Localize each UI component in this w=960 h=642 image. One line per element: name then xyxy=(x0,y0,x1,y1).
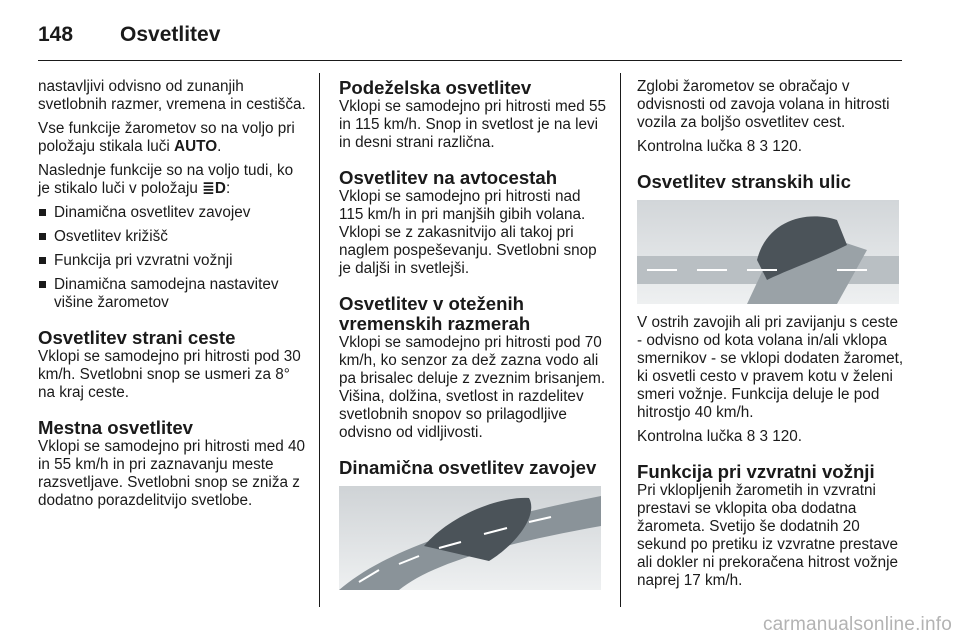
paragraph: Vklopi se samodejno pri hitrosti med 40 in 55 km/h in pri zaznavanju meste razsvetljave. Svetlobni snop se zniža z dodatno porazdelitvijo svetlobe. xyxy=(38,438,305,509)
paragraph: V ostrih zavojih ali pri zavijanju s ceste - odvisno od kota volana in/ali vklopa smernikov - se vklopi dodaten žaromet, ki osvetli cesto v pravem kotu v želeni smeri vožnje. Funkcija deluje le pod hitrostjo 40 km/h. xyxy=(637,314,904,421)
page-number: 148 xyxy=(38,23,74,46)
paragraph: Kontrolna lučka 8 3 120. xyxy=(637,428,803,445)
light-switch-symbol-icon: ≣D xyxy=(202,180,226,197)
paragraph: Naslednje funkcije so na voljo tudi, ko je stikalo luči v položaju ≣D: xyxy=(38,162,294,197)
paragraph: nastavljivi odvisno od zunanjih svetlobnih razmer, vremena in cestišča. xyxy=(38,78,306,113)
paragraph: Vklopi se samodejno pri hitrosti pod 30 km/h. Svetlobni snop se usmeri za 8° na kraj ceste. xyxy=(38,348,301,401)
header-rule xyxy=(38,60,902,61)
section-heading: Mestna osvetlitev xyxy=(38,417,194,438)
arrow-icon: 3 xyxy=(759,428,768,445)
list-item: Dinamična samodejna nastavitev višine žarometov xyxy=(38,276,308,312)
paragraph: Vklopi se samodejno pri hitrosti med 55 in 115 km/h. Snop in svetlost je na levi in desni strani različna. xyxy=(339,98,606,151)
column-3 xyxy=(637,78,905,596)
auto-label: AUTO xyxy=(174,138,218,155)
paragraph: Kontrolna lučka 8 3 120. xyxy=(637,138,803,155)
section-heading: Osvetlitev strani ceste xyxy=(38,327,236,348)
section-heading: Dinamična osvetlitev zavojev xyxy=(339,457,597,478)
section-heading: Osvetlitev na avtocestah xyxy=(339,167,558,188)
paragraph: Pri vklopljenih žarometih in vzvratni prestavi se vklopita oba dodatna žarometa. Svetijo še dodatnih 20 sekund po pretiku iz vzvratne prestave ali dokler ni prekoračena hitrost vožnje naprej 17 km/h. xyxy=(637,482,899,589)
column-1 xyxy=(38,78,308,516)
list-item: Funkcija pri vzvratni vožnji xyxy=(38,252,308,270)
page-header xyxy=(38,19,220,51)
column-divider-1 xyxy=(319,73,320,607)
column-2 xyxy=(339,78,607,600)
paragraph: Vse funkcije žarometov so na voljo pri položaju stikala luči AUTO. xyxy=(38,120,295,155)
section-heading: Osvetlitev stranskih ulic xyxy=(637,171,851,192)
column-divider-2 xyxy=(620,73,621,607)
watermark: carmanualsonline.info xyxy=(762,614,952,635)
section-heading: Osvetlitev v oteženih vremenskih razmerah xyxy=(339,293,531,334)
dynamic-cornering-illustration xyxy=(339,486,601,590)
section-heading: Funkcija pri vzvratni vožnji xyxy=(637,461,875,482)
function-list xyxy=(38,204,308,312)
side-street-lighting-illustration xyxy=(637,200,899,304)
list-item: Osvetlitev križišč xyxy=(38,228,308,246)
list-item: Dinamična osvetlitev zavojev xyxy=(38,204,308,222)
arrow-icon: 3 xyxy=(759,138,768,155)
paragraph: Vklopi se samodejno pri hitrosti pod 70 km/h, ko senzor za dež zazna vodo ali pa brisalec deluje z zveznim brisanjem. Višina, dolžina, svetlost in razdelitev svetlobnih snopov so prilagodljive odvisno od vidljivosti. xyxy=(339,334,606,441)
indicator-lamp-icon: 8 xyxy=(746,138,756,155)
page-title: Osvetlitev xyxy=(120,23,221,46)
section-heading: Podeželska osvetlitev xyxy=(339,77,532,98)
paragraph: Zglobi žarometov se obračajo v odvisnosti od zavoja volana in hitrosti vozila za boljšo osvetlitev cest. xyxy=(637,78,890,131)
paragraph: Vklopi se samodejno pri hitrosti nad 115 km/h in pri manjših gibih volana. Vklopi se z zakasnitvijo ali takoj pri naglem pospeševanju. Svetlobni snop je daljši in svetlejši. xyxy=(339,188,597,277)
indicator-lamp-icon: 8 xyxy=(746,428,756,445)
